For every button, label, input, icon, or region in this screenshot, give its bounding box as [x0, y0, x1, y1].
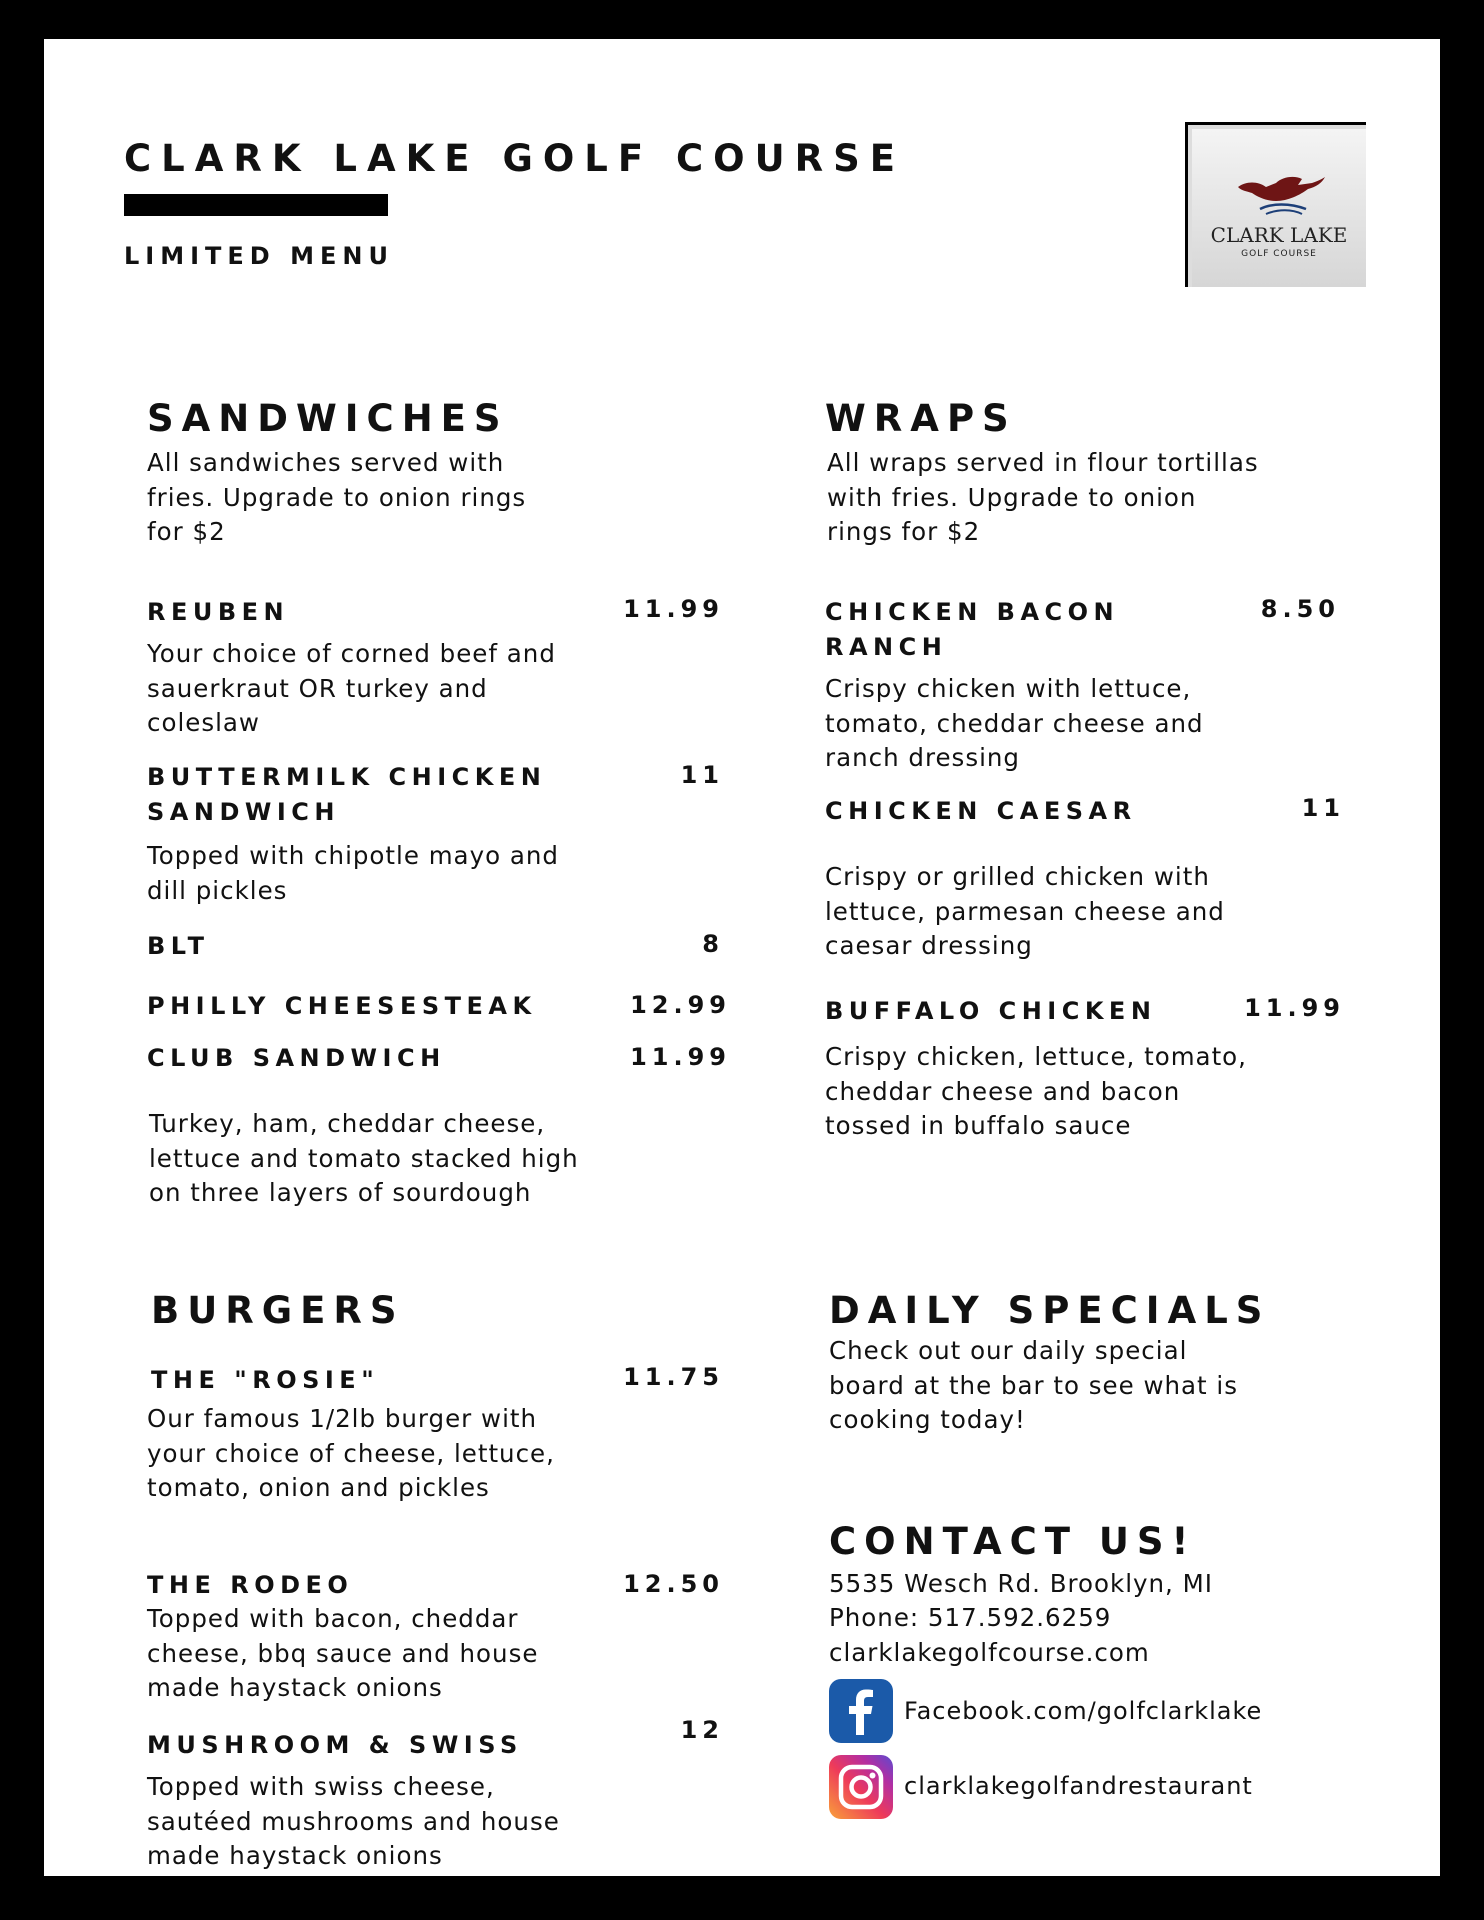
menu-item-name: REUBEN	[147, 598, 290, 626]
menu-item-description: Your choice of corned beef and sauerkraut OR turkey and coleslaw	[147, 639, 556, 737]
contact-heading: CONTACT US!	[829, 1520, 1197, 1563]
menu-item-description: Our famous 1/2lb burger with your choice of cheese, lettuce, tomato, onion and pickles	[147, 1404, 555, 1502]
menu-item-name: CLUB SANDWICH	[147, 1044, 446, 1072]
menu-item-price: 12.50	[623, 1570, 724, 1598]
menu-item-price: 12	[680, 1716, 724, 1744]
menu-page	[44, 39, 1440, 1876]
menu-item-description: Turkey, ham, cheddar cheese, lettuce and tomato stacked high on three layers of sourdough	[149, 1109, 579, 1207]
wraps-heading: WRAPS	[825, 397, 1017, 440]
contact-phone: Phone: 517.592.6259	[829, 1603, 1112, 1632]
menu-item-description: Topped with chipotle mayo and dill pickles	[147, 841, 559, 905]
logo	[1185, 122, 1366, 287]
menu-item-description: Crispy or grilled chicken with lettuce, parmesan cheese and caesar dressing	[825, 862, 1225, 960]
burgers-heading: BURGERS	[151, 1289, 405, 1332]
logo-subtext: GOLF COURSE	[1241, 249, 1317, 259]
daily-specials-heading: DAILY SPECIALS	[829, 1289, 1271, 1332]
menu-item-name: BUFFALO CHICKEN	[825, 997, 1157, 1025]
menu-item-price: 11	[1301, 794, 1345, 822]
menu-item-price: 11.99	[623, 595, 724, 623]
menu-item-price: 8	[702, 930, 724, 958]
title-underline	[124, 194, 388, 216]
page-title: CLARK LAKE GOLF COURSE	[124, 137, 906, 180]
sandwiches-description: All sandwiches served with fries. Upgrade to onion rings for $2	[147, 448, 527, 546]
menu-item-name: BLT	[147, 932, 210, 960]
contact-website[interactable]: clarklakegolfcourse.com	[829, 1638, 1150, 1667]
sandwiches-heading: SANDWICHES	[147, 397, 509, 440]
logo-name: CLARK LAKE	[1210, 223, 1348, 247]
menu-item-name: THE "ROSIE"	[151, 1366, 380, 1394]
daily-specials-description: Check out our daily special board at the bar to see what is cooking today!	[829, 1336, 1238, 1434]
facebook-icon[interactable]	[829, 1679, 893, 1743]
menu-item-name: CHICKEN CAESAR	[825, 797, 1137, 825]
menu-item-price: 11.75	[623, 1363, 724, 1391]
menu-item-price: 11	[680, 761, 724, 789]
menu-item-name: THE RODEO	[147, 1571, 354, 1599]
menu-item-price: 11.99	[1244, 994, 1345, 1022]
page-subtitle: LIMITED MENU	[124, 242, 394, 270]
menu-item-price: 8.50	[1260, 595, 1340, 623]
wraps-description: All wraps served in flour tortillas with fries. Upgrade to onion rings for $2	[827, 448, 1259, 546]
menu-item-description: Crispy chicken, lettuce, tomato, cheddar cheese and bacon tossed in buffalo sauce	[825, 1042, 1247, 1140]
facebook-link[interactable]: Facebook.com/golfclarklake	[904, 1697, 1263, 1725]
menu-item-price: 12.99	[630, 991, 731, 1019]
menu-item-name: CHICKEN BACON RANCH	[825, 598, 1120, 661]
menu-item-name: MUSHROOM & SWISS	[147, 1731, 523, 1759]
contact-address: 5535 Wesch Rd. Brooklyn, MI	[829, 1569, 1213, 1598]
menu-item-price: 11.99	[630, 1043, 731, 1071]
goose-icon	[1236, 173, 1326, 217]
menu-item-description: Crispy chicken with lettuce, tomato, cheddar cheese and ranch dressing	[825, 674, 1204, 772]
menu-item-description: Topped with bacon, cheddar cheese, bbq sauce and house made haystack onions	[147, 1604, 539, 1702]
instagram-link[interactable]: clarklakegolfandrestaurant	[904, 1772, 1253, 1800]
menu-item-name: BUTTERMILK CHICKEN SANDWICH	[147, 763, 547, 826]
menu-item-description: Topped with swiss cheese, sautéed mushrooms and house made haystack onions	[147, 1772, 560, 1870]
instagram-icon[interactable]	[829, 1755, 893, 1819]
menu-item-name: PHILLY CHEESESTEAK	[147, 992, 537, 1020]
